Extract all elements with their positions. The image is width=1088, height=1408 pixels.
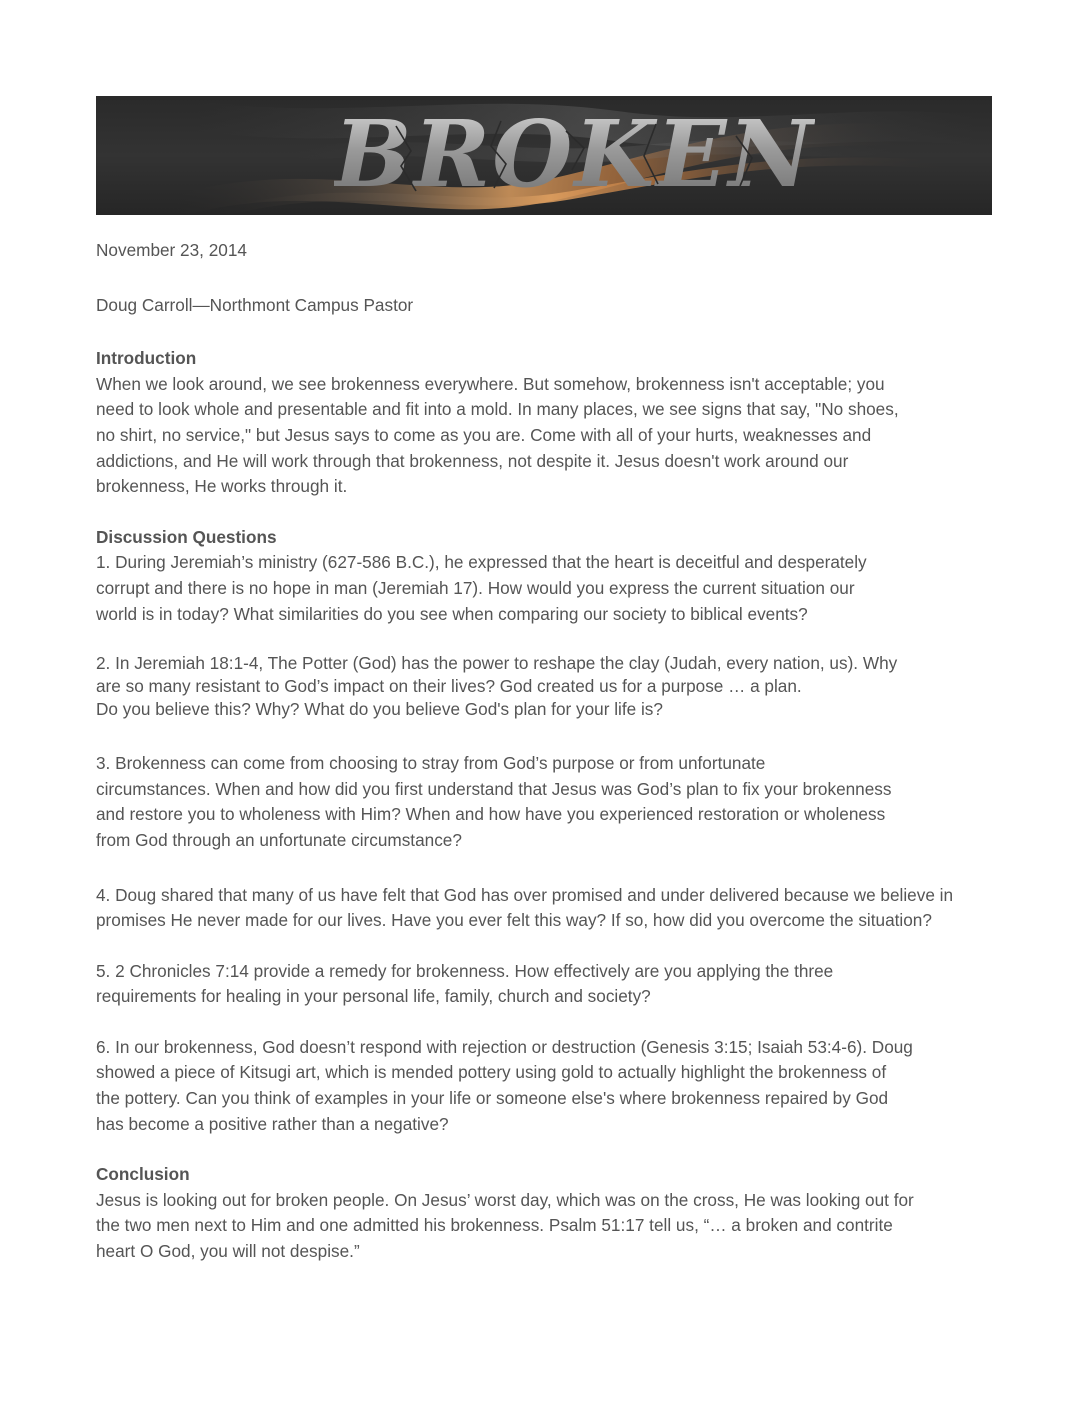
question-line: the pottery. Can you think of examples in your life or someone else's where brokenness repaired by God bbox=[96, 1088, 889, 1109]
document-body bbox=[96, 236, 1031, 1265]
question-line: from God through an unfortunate circumstance? bbox=[96, 829, 462, 850]
conclusion-line: heart O God, you will not despise.” bbox=[96, 1241, 360, 1262]
question-line: promises He never made for our lives. Have you ever felt this way? If so, how did you overcome the situation? bbox=[96, 910, 932, 931]
discussion-section bbox=[96, 525, 1031, 1138]
conclusion-section bbox=[96, 1162, 1031, 1264]
sermon-author: Doug Carroll—Northmont Campus Pastor bbox=[96, 294, 414, 315]
banner-crack-lines bbox=[96, 96, 992, 215]
banner-title: BROKEN bbox=[334, 100, 815, 208]
question-line: 2. In Jeremiah 18:1-4, The Potter (God) has the power to reshape the clay (Judah, every nation, us). Why bbox=[96, 653, 898, 674]
question-line: corrupt and there is no hope in man (Jeremiah 17). How would you express the current situation our bbox=[96, 577, 855, 598]
introduction-line: When we look around, we see brokenness everywhere. But somehow, brokenness isn't acceptable; you bbox=[96, 373, 885, 394]
introduction-line: addictions, and He will work through that brokenness, not despite it. Jesus doesn't work around our bbox=[96, 450, 849, 471]
discussion-question-6 bbox=[96, 1035, 1031, 1137]
question-line: world is in today? What similarities do you see when comparing our society to biblical events? bbox=[96, 603, 808, 624]
introduction-line: no shirt, no service," but Jesus says to come as you are. Come with all of your hurts, weaknesses and bbox=[96, 424, 872, 445]
introduction-heading: Introduction bbox=[96, 348, 197, 369]
question-line: 6. In our brokenness, God doesn’t respond with rejection or destruction (Genesis 3:15; Isaiah 53:4-6). Doug bbox=[96, 1036, 913, 1057]
discussion-question-5 bbox=[96, 959, 1031, 1010]
conclusion-line: the two men next to Him and one admitted his brokenness. Psalm 51:17 tell us, “… a broken and contrite bbox=[96, 1215, 893, 1236]
question-line: has become a positive rather than a negative? bbox=[96, 1113, 449, 1134]
discussion-question-1 bbox=[96, 550, 1031, 627]
sermon-date: November 23, 2014 bbox=[96, 240, 247, 260]
question-line: are so many resistant to God’s impact on their lives? God created us for a purpose … a plan. bbox=[96, 676, 802, 697]
question-line: 1. During Jeremiah’s ministry (627-586 B.C.), he expressed that the heart is deceitful and desperately bbox=[96, 552, 867, 573]
question-line: and restore you to wholeness with Him? When and how have you experienced restoration or wholeness bbox=[96, 804, 886, 825]
header-banner bbox=[96, 96, 992, 215]
introduction-section bbox=[96, 346, 1031, 500]
question-line: 4. Doug shared that many of us have felt that God has over promised and under delivered because we believe in bbox=[96, 884, 954, 905]
conclusion-line: Jesus is looking out for broken people. On Jesus’ worst day, which was on the cross, He was looking out for bbox=[96, 1189, 914, 1210]
question-line: 5. 2 Chronicles 7:14 provide a remedy for brokenness. How effectively are you applying the three bbox=[96, 960, 834, 981]
question-line: circumstances. When and how did you first understand that Jesus was God’s plan to fix your brokenness bbox=[96, 778, 892, 799]
question-line: Do you believe this? Why? What do you believe God's plan for your life is? bbox=[96, 699, 663, 720]
question-line: showed a piece of Kitsugi art, which is mended pottery using gold to actually highlight the brokenness of bbox=[96, 1062, 887, 1083]
conclusion-heading: Conclusion bbox=[96, 1164, 190, 1185]
question-line: 3. Brokenness can come from choosing to stray from God’s purpose or from unfortunate bbox=[96, 753, 766, 774]
introduction-line: need to look whole and presentable and fit into a mold. In many places, we see signs that say, "No shoes, bbox=[96, 399, 899, 420]
discussion-question-2 bbox=[96, 652, 1031, 721]
discussion-heading: Discussion Questions bbox=[96, 526, 277, 547]
introduction-line: brokenness, He works through it. bbox=[96, 476, 348, 497]
question-line: requirements for healing in your personal life, family, church and society? bbox=[96, 986, 651, 1007]
discussion-question-3 bbox=[96, 751, 1031, 853]
discussion-question-4 bbox=[96, 883, 1031, 934]
